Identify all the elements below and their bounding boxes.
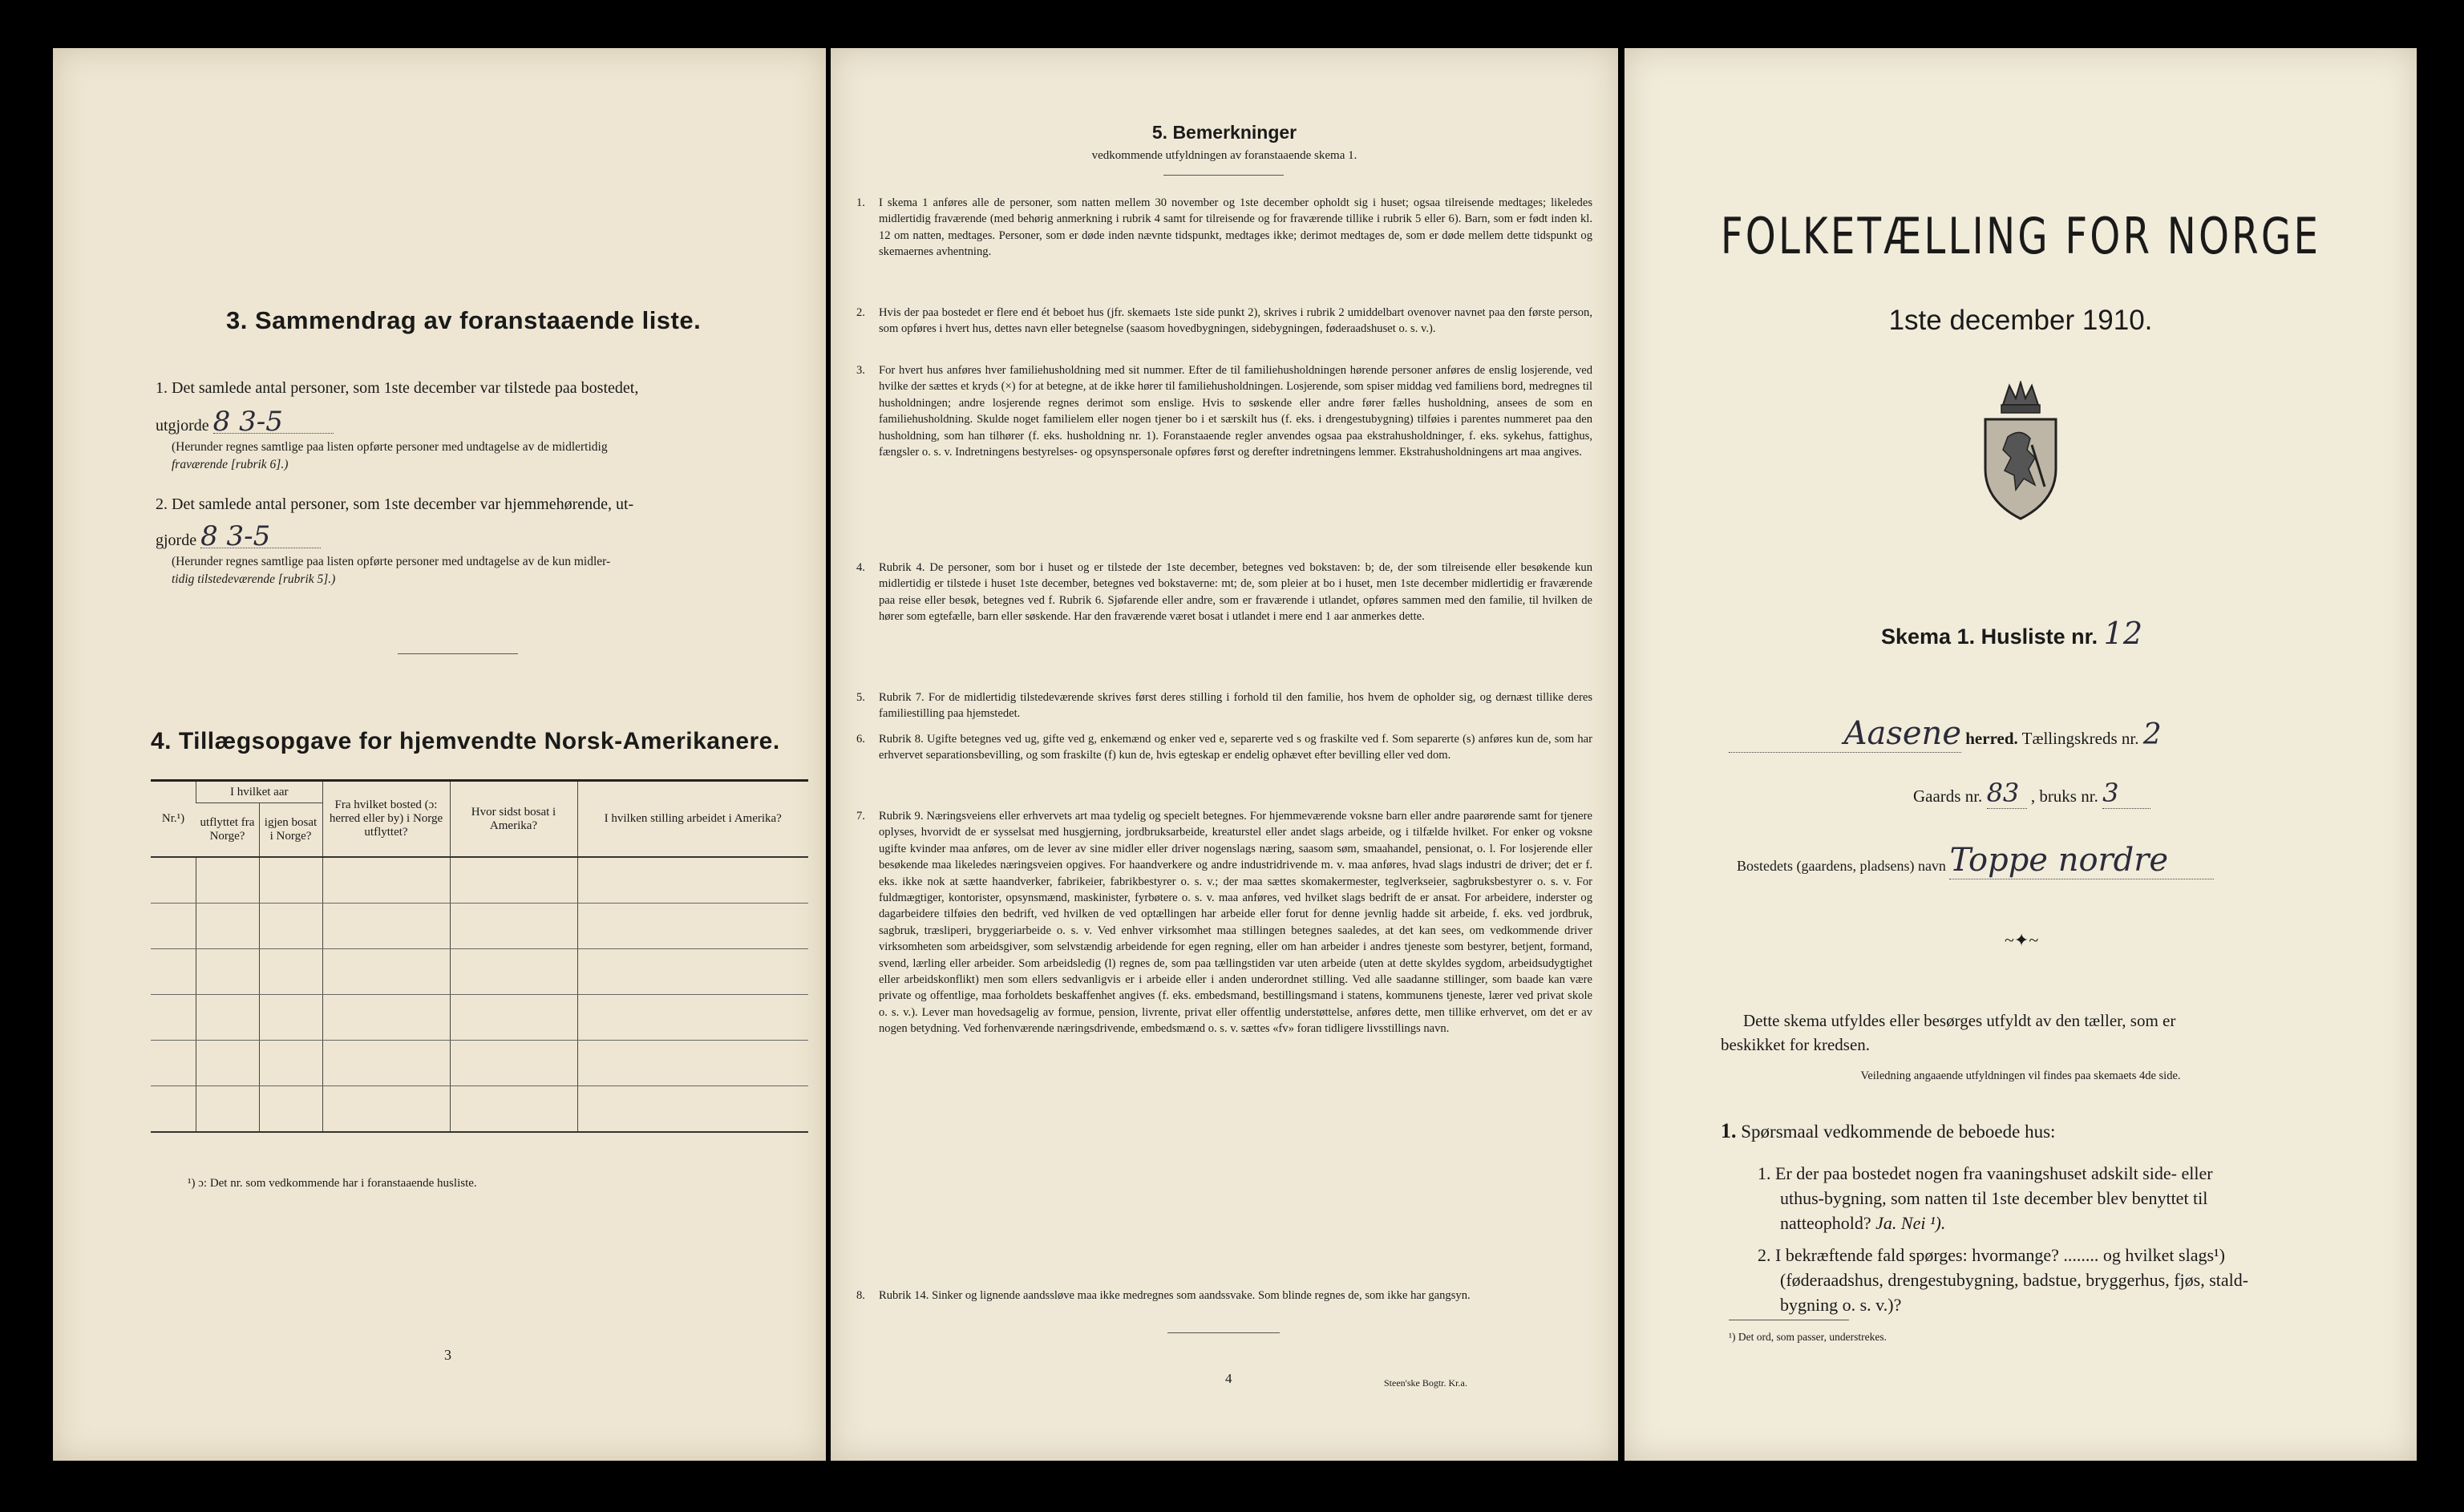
divider [398, 653, 518, 654]
s3-item1-note-a: (Herunder regnes samtlige paa listen opførte personer med undtagelse av de midlertidig [172, 440, 608, 454]
gaards-value: 83 [1987, 778, 2027, 809]
s3-item2-note-a: (Herunder regnes samtlige paa listen opførte personer med undtagelse av de kun midler- [172, 555, 611, 568]
front-page [1624, 48, 2417, 1461]
table-row [151, 857, 808, 904]
husliste-number: 12 [2103, 616, 2143, 651]
note-1: 1. I skema 1 anføres alle de personer, som natten mellem 30 november og 1ste december opholdt sig i huset; ogsaa tilreisende medtages; likeledes midlertidig fraværende (med behørig anmerkning i rubrik 4 samt for tilreisende og for fraværende tillike i rubrik 5 eller 6). Barn, som er født inden kl. 12 om natten, medtages. Personer, som er døde inden nævnte tidspunkt, medtages ikke; derimot medtages de, som er døde mellem dette tidspunkt og skemaernes avhentning. [856, 196, 1592, 259]
bemerkninger-title: 5. Bemerkninger [1151, 122, 1297, 143]
schema-label: Skema 1. Husliste nr. 12 [1881, 616, 2143, 651]
s3-item1-handwritten: 8 3-5 [213, 410, 334, 434]
census-date: 1ste december 1910. [1888, 305, 2153, 336]
bemerkninger-subtitle: vedkommende utfyldningen av foranstaaende skema 1. [1091, 149, 1357, 162]
herred-line [1729, 715, 2338, 753]
s3-item1-lead: utgjorde [156, 417, 209, 435]
bosted-value: Toppe nordre [1949, 842, 2214, 879]
bruks-value: 3 [2102, 778, 2150, 809]
page-3 [53, 48, 826, 1461]
s3-item2 [156, 493, 789, 588]
table-row [151, 995, 808, 1041]
kreds-value: 2 [2142, 718, 2162, 751]
note-8: 8. Rubrik 14. Sinker og lignende aandssløve maa ikke medregnes som aandssvake. Som blinde regnes de, som ikke har gangsyn. [856, 1289, 1471, 1302]
col-stilling: I hvilken stilling arbeidet i Amerika? [577, 782, 808, 857]
note-7: 7. Rubrik 9. Næringsveiens eller erhvervets art maa tydelig og specielt betegnes. For hjemmeværende voksne barn eller andre paarørende samt for tjenere oplyses, hvorvidt de er sysselsat med husgjerning, jordbruksarbeide, kreaturstel eller andet slags arbeide, og i tilfælde hvilket. For enker og voksne ugifte kvinder maa anføres, om de lever av sine midler eller driver nogenslags næring, saasom søm, smaahandel, pensionat, o. l. For losjerende eller besøkende maa likeledes næringsveien opgives. For haandverkere og andre industridrivende m. v. maa anføres, hvad slags industri de driver; det er f. eks. ikke nok at sætte haandverker, fabrikeier, fabrikbestyrer o. s. v.; der maa sættes skomakermester, teglverkseier, sagbruksbestyrer o. s. v. For fuldmægtiger, kontorister, opsynsmænd, maskinister, fyrbøtere o. s. v. maa anføres, ved hvilket slags bedrift de er ansat. For arbeidere, inderster og dagarbeidere tilføies den bedrift, ved hvilken de ved optællingen har arbeide eller forut for denne jevnlig hadde sit arbeide, f. eks. ved jordbruk, sagbruk, træsliperi, bryggeriarbeide o. s. v. Ved enhver virksomhet maa stillingen betegnes saaledes, at det kan sees, om vedkommende driver virksomheten som arbeidsgiver, som selvstændig arbeidende for egen regning, eller om han arbeider i andres tjeneste som bestyrer, betjent, formand, svend, lærling eller arbeider. Som arbeidsledig (l) regnes de, som paa tællingstiden var uten arbeide (uten at dette skyldes sygdom, arbeidsudygtighet eller arbeidskonflikt) men som ellers sedvanligvis er i arbeide eller i anden underordnet stilling. Ved alle saadanne stillinger, som baade kan være private og offentlige, maa forholdets beskaffenhet angives (f. eks. embedsmand, bestillingsmand i statens, kommunens tjeneste, lærer ved privat skole o. s. v.). Lever man hovedsagelig av formue, pension, livrente, privat eller offentlig understøttelse, anføres dette, men tillike erhvervet, om det er av nogen betydning. Ved forhenværende næringsdrivende, embedsmænd o. s. v. sættes «fv» foran tidligere livsstillings navn. [856, 810, 1592, 1036]
s3-item2-handwritten: 8 3-5 [200, 525, 321, 548]
s3-item2-text: 2. Det samlede antal personer, som 1ste december var hjemmehørende, ut- [156, 495, 634, 513]
question-1: 1. Er der paa bostedet nogen fra vaaningshuset adskilt side- eller uthus-bygning, som natten til 1ste december blev benyttet til natteophold? Ja. Nei ¹). [1758, 1163, 2213, 1233]
printer-imprint: Steen'ske Bogtr. Kr.a. [1384, 1377, 1467, 1389]
bosted-line: Bostedets (gaardens, pladsens) navn Toppe nordre [1737, 842, 2214, 879]
section-3-title: 3. Sammendrag av foranstaaende liste. [226, 306, 702, 334]
table-row [151, 904, 808, 949]
table-row [151, 1041, 808, 1086]
divider [1167, 1332, 1280, 1333]
page-number: 4 [1225, 1371, 1232, 1386]
norsk-amerikaner-table [151, 782, 808, 1133]
herred-value: Aasene [1729, 715, 1961, 753]
note-4: 4. Rubrik 4. De personer, som bor i huset og er tilstede der 1ste december, betegnes ved bokstaven: b; de, der som tilreisende eller besøkende kun midlertidig er tilstede i huset 1ste december, betegnes ved bokstaverne: mt; de, som pleier at bo i huset, men 1ste december midlertidig er fraværende paa reise eller besøk, betegnes ved f. Rubrik 6. Sjøfarende eller andre, som er fraværende i utlandet, opføres sammen med den familie, til hvilken de hører som egtefælle, barn eller søskende. Har den fraværende været bosat i utlandet i mere end 1 aar anmerkes dette. [856, 561, 1592, 624]
gaards-line: Gaards nr. 83 , bruks nr. 3 [1913, 778, 2150, 809]
question-2: 2. I bekræftende fald spørges: hvormange? ........ og hvilket slags¹) (føderaadshus, drengestubygning, badstue, bryggerhus, fjøs, stald- bygning o. s. v.)? [1758, 1245, 2249, 1315]
intro: Dette skema utfyldes eller besørges utfyldt av den tæller, som er beskikket for kredsen. [1721, 1011, 2176, 1054]
col-igjen: igjen bosat i Norge? [259, 803, 322, 858]
note-6: 6. Rubrik 8. Ugifte betegnes ved ug, gifte ved g, enkemænd og enker ved e, separerte ved s og fraskilte ved f. Som separerte (s) anføres kun de, som har erhvervet separationsbevilling, og som fraskilte (f) kun de, hvis egteskap er endelig ophævet efter bevilling eller ved dom. [856, 733, 1592, 762]
table-footnote: ¹) ɔ: Det nr. som vedkommende har i foranstaaende husliste. [188, 1177, 477, 1190]
s3-item1-note-b: fraværende [rubrik 6].) [172, 458, 289, 471]
col-hvor: Hvor sidst bosat i Amerika? [450, 782, 577, 857]
note-5: 5. Rubrik 7. For de midlertidig tilstedeværende skrives først deres stilling i forhold til den familie, hos hvem de opholder sig, og dernæst tillike deres familiestilling paa hjemstedet. [856, 691, 1592, 721]
s3-item1 [156, 377, 789, 474]
s3-item2-note-b: tidig tilstedeværende [rubrik 5].) [172, 572, 336, 586]
divider [1163, 175, 1284, 176]
main-title: FOLKETÆLLING FOR NORGE [1720, 207, 2321, 265]
col-nr: Nr.¹) [151, 782, 196, 857]
herred-label: herred. [1965, 729, 2018, 748]
table-row [151, 949, 808, 995]
guidance-note: Veiledning angaaende utfyldningen vil findes paa skemaets 4de side. [1860, 1069, 2181, 1082]
page-4 [831, 48, 1618, 1461]
q1-answer-options: Ja. Nei ¹). [1875, 1213, 1946, 1233]
norway-coat-of-arms-icon [1979, 381, 2062, 522]
section-4-title: 4. Tillægsopgave for hjemvendte Norsk-Amerikanere. [151, 728, 780, 754]
s3-item1-text: 1. Det samlede antal personer, som 1ste december var tilstede paa bostedet, [156, 379, 639, 397]
ornament-icon: ~✦~ [2005, 930, 2039, 950]
col-utflyttet: utflyttet fra Norge? [196, 803, 260, 858]
col-fra: Fra hvilket bosted (ɔ: herred eller by) i Norge utflyttet? [322, 782, 450, 857]
s3-item2-lead: gjorde [156, 532, 197, 549]
table-row [151, 1086, 808, 1133]
page-number: 3 [444, 1347, 451, 1363]
questions-heading: 1. Spørsmaal vedkommende de beboede hus: [1721, 1119, 2056, 1142]
note-3: 3. For hvert hus anføres hver familiehusholdning med sit nummer. Efter de til familiehusholdningen hørende personer anføres de enslig losjerende, ved hvilke der sættes et kryds (×) for at betegne, at de ikke hører til familiehusholdningen. Losjerende, som spiser middag ved familiens bord, medregnes til husholdningen; andre losjerende regnes derimot som enslige. Hvis to søskende eller andre fører fælles husholdning, ansees de som en familiehusholdning. Skulde noget familielem eller nogen tjener bo i et særskilt hus (f. eks. i drengestubygning) tilføies i parentes nummeret paa den husholdning, som han tilhører (f. eks. husholdning nr. 1). Foranstaaende regler anvendes ogsaa paa ekstrahusholdninger, f. eks. sykehus, fattighus, fængsler o. s. v. Indretningens bestyrelses- og opsynspersonale opføres først og derefter indretningens lemmer. Ekstrahusholdningens art maa angives. [856, 364, 1592, 459]
note-2: 2. Hvis der paa bostedet er flere end ét beboet hus (jfr. skemaets 1ste side punkt 2), skrives i rubrik 2 umiddelbart ovenover navnet paa den første person, som opføres i hvert hus, dettes navn eller betegnelse (saasom hovedbygningen, sidebygningen, føderaadshuset o. s. v.). [856, 306, 1592, 336]
right-footnote: ¹) Det ord, som passer, understrekes. [1729, 1331, 1887, 1343]
kreds-label: Tællingskreds nr. [2021, 729, 2139, 748]
col-group-aar: I hvilket aar [196, 782, 323, 803]
